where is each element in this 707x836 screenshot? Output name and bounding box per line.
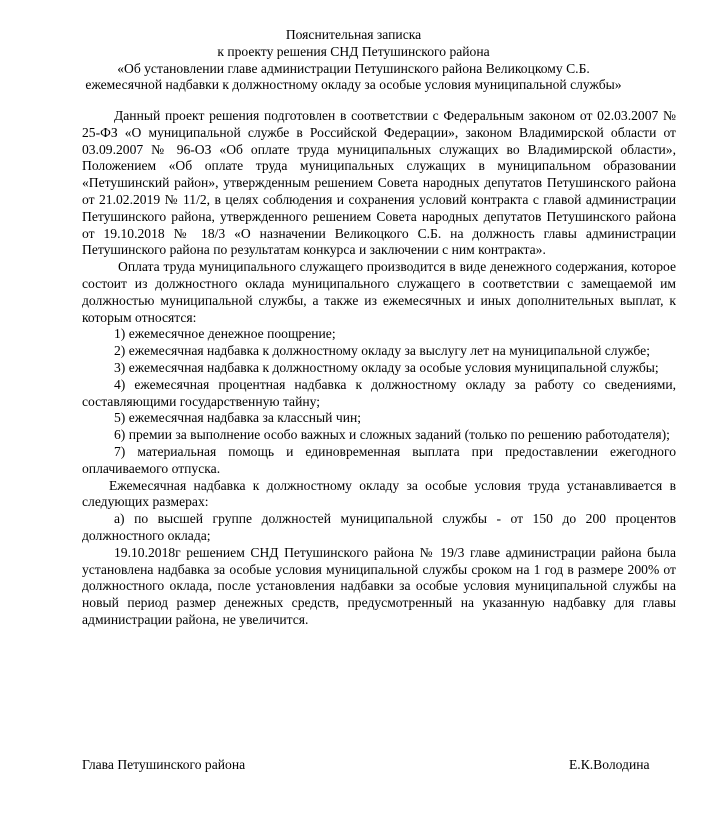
- signature-position: Глава Петушинского района: [82, 757, 246, 772]
- header-decision-name-line1: «Об установлении главе администрации Петушинского района Великоцкому С.Б.: [117, 60, 590, 76]
- header-decision-name-line2: ежемесячной надбавки к должностному окладу за особые условия муниципальной службы»: [85, 77, 622, 93]
- list-item-a: а) по высшей группе должностей муниципальной службы - от 150 до 200 процентов должностного оклада;: [82, 511, 676, 543]
- header-subject-line: к проекту решения СНД Петушинского района: [217, 43, 490, 59]
- signature-name: Е.К.Володина: [569, 757, 650, 772]
- paragraph-salary-composition: Оплата труда муниципального служащего производится в виде денежного содержания, которое состоит из должностного оклада муниципального служащего в соответствии с замещаемой им должностью муниципальной службы, а также из ежемесячных и иных дополнительных выплат, к которым относятся:: [82, 259, 676, 325]
- list-item-2: 2) ежемесячная надбавка к должностному окладу за выслугу лет на муниципальной службе;: [114, 343, 650, 359]
- list-item-7: 7) материальная помощь и единовременная выплата при предоставлении ежегодного оплачиваемого отпуска.: [82, 443, 676, 476]
- paragraph-conclusion: 19.10.2018г решением СНД Петушинского района № 19/3 главе администрации района была установлена надбавка за особые условия муниципальной службы сроком на 1 год в размере 200% от должностного оклада, после установления надбавки за особые условия муниципальной службы на новый период размер денежных средств, предусмотренный на указанную надбавку для главы администрации района, не увеличится.: [82, 544, 676, 627]
- paragraph-special-conditions: Ежемесячная надбавка к должностному окладу за особые условия труда устанавливается в следующих размерах:: [82, 477, 676, 510]
- list-item-5: 5) ежемесячная надбавка за классный чин;: [114, 410, 362, 426]
- list-item-4: 4) ежемесячная процентная надбавка к должностному окладу за работу со сведениями, составляющими государственную тайну;: [82, 376, 676, 409]
- list-item-3: 3) ежемесячная надбавка к должностному окладу за особые условия муниципальной службы;: [114, 359, 659, 375]
- document-body: [82, 108, 676, 629]
- document-header: [60, 27, 647, 94]
- list-item-6: 6) премии за выполнение особо важных и сложных заданий (только по решению работодателя);: [114, 427, 670, 443]
- paragraph-legal-basis: Данный проект решения подготовлен в соответствии с Федеральным законом от 02.03.2007 № 25-ФЗ «О муниципальной службе в Российской Федерации», законом Владимирской области от 03.09.2007 № 96-ОЗ «Об оплате труда муниципальных служащих во Владимирской области», Положением «Об оплате труда муниципальных служащих в муниципальном образовании «Петушинский район», утвержденным решением Совета народных депутатов Петушинского района от 21.02.2019 № 11/2, в целях соблюдения и сохранения условий контракта с главой администрации Петушинского района, утвержденного решением Совета народных депутатов Петушинского района от 19.10.2018 № 18/3 «О назначении Великоцкого С.Б. на должность главы администрации Петушинского района по результатам конкурса и заключении с ним контракта».: [82, 108, 676, 258]
- list-item-1: 1) ежемесячное денежное поощрение;: [114, 326, 336, 342]
- header-title: Пояснительная записка: [285, 27, 422, 42]
